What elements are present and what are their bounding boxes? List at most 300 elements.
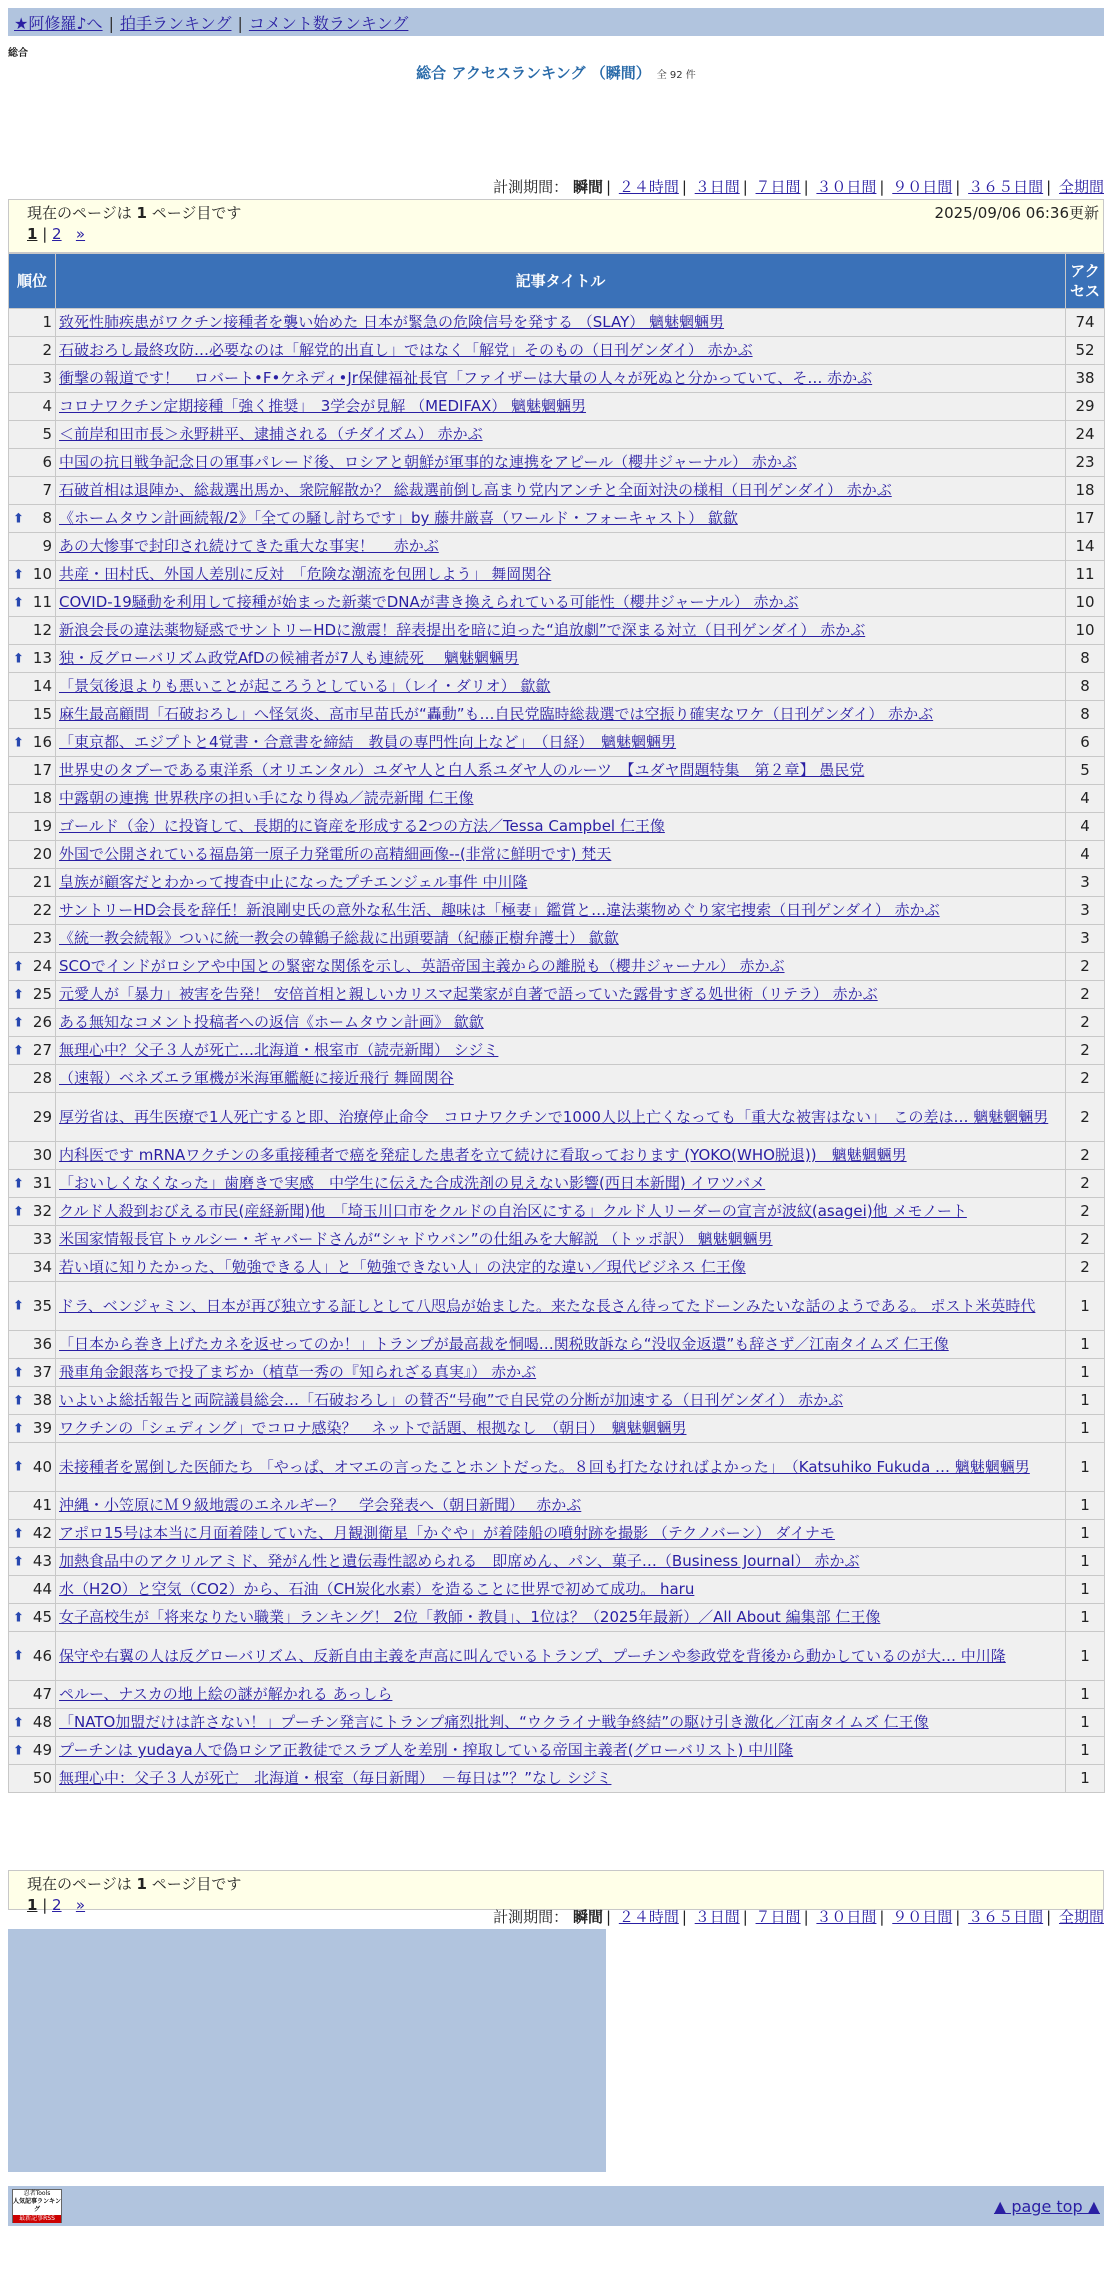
access-count: 10 (1066, 589, 1105, 617)
title-cell (56, 1737, 1066, 1765)
article-title-link[interactable]: 保守や右翼の人は反グローバリズム、反新自由主義を声高に叫んでいるトランプ、プーチンや参政党を背後から動かしているのが大… 中川隆 (59, 1646, 1006, 1665)
rank-cell (9, 561, 56, 589)
rank-number: 26 (32, 1013, 52, 1031)
rank-number: 17 (32, 761, 52, 779)
article-title-link[interactable]: 《統一教会続報》ついに統一教会の韓鶴子総裁に出頭要請（紀藤正樹弁護士） 歙歙 (59, 929, 619, 947)
access-count: 2 (1066, 1198, 1105, 1226)
table-row (9, 421, 1105, 449)
article-title-link[interactable]: 「景気後退よりも悪いことが起ころうとしている」（レイ・ダリオ） 歙歙 (59, 677, 551, 695)
table-row (9, 365, 1105, 393)
rank-number: 19 (32, 817, 52, 835)
logo-line-3: 最新記事RSS (13, 2215, 61, 2223)
rank-number: 15 (32, 705, 52, 723)
title-cell (56, 1415, 1066, 1443)
rank-cell (9, 421, 56, 449)
access-count: 14 (1066, 533, 1105, 561)
article-title-link[interactable]: 世界史のタブーである東洋系（オリエンタル）ユダヤ人と白人系ユダヤ人のルーツ 【ユダヤ問題特集 第２章】 愚民党 (59, 761, 865, 779)
title-cell (56, 589, 1066, 617)
rank-number: 8 (42, 509, 52, 527)
period-90d[interactable]: ９０日間 (892, 1908, 953, 1926)
period-365d[interactable]: ３６５日間 (968, 1908, 1044, 1926)
article-title-link[interactable]: ある無知なコメント投稿者への返信《ホームタウン計画》 歙歙 (59, 1013, 484, 1031)
title-cell (56, 1093, 1066, 1142)
rank-cell (9, 1226, 56, 1254)
title-cell (56, 1632, 1066, 1681)
rank-cell (9, 337, 56, 365)
rank-number: 32 (32, 1202, 52, 1220)
rank-up-arrow-icon: ⬆ (13, 1365, 24, 1380)
title-cell (56, 1009, 1066, 1037)
nav-link-comment-ranking[interactable]: コメント数ランキング (248, 14, 409, 33)
title-cell (56, 561, 1066, 589)
rank-cell (9, 1065, 56, 1093)
access-count: 5 (1066, 757, 1105, 785)
nav-separator: | (108, 14, 114, 33)
rank-number: 6 (42, 453, 52, 471)
table-row (9, 1492, 1105, 1520)
table-row (9, 1387, 1105, 1415)
rank-cell (9, 1037, 56, 1065)
article-title-link[interactable]: 若い頃に知りたかった、「勉強できる人」と「勉強できない人」の決定的な違い／現代ビジネス 仁王像 (59, 1258, 746, 1276)
period-24h[interactable]: ２４時間 (618, 1908, 679, 1926)
access-count: 4 (1066, 785, 1105, 813)
title-cell (56, 1443, 1066, 1492)
article-title-link[interactable]: 皇族が顧客だとわかって捜査中止になったプチエンジェル事件 中川隆 (59, 873, 528, 891)
article-title-link[interactable]: 衝撃の報道です！ ロバート•F•ケネディ•Jr保健福祉長官「ファイザーは大量の人々が死ぬと分かっていて、そ… 赤かぶ (59, 369, 873, 387)
title-cell (56, 1037, 1066, 1065)
title-cell (56, 1282, 1066, 1331)
title-cell (56, 1576, 1066, 1604)
rank-cell (9, 645, 56, 673)
page-2-link[interactable]: 2 (52, 225, 62, 243)
rank-number: 30 (32, 1146, 52, 1164)
rank-number: 18 (32, 789, 52, 807)
access-count: 1 (1066, 1765, 1105, 1793)
rank-number: 2 (42, 341, 52, 359)
access-count: 1 (1066, 1681, 1105, 1709)
table-row (9, 309, 1105, 337)
title-cell (56, 785, 1066, 813)
rank-cell (9, 309, 56, 337)
access-count: 1 (1066, 1492, 1105, 1520)
title-cell (56, 1359, 1066, 1387)
table-row (9, 1282, 1105, 1331)
rank-number: 43 (32, 1552, 52, 1570)
table-row (9, 1065, 1105, 1093)
access-count: 2 (1066, 981, 1105, 1009)
article-title-link[interactable]: 中国の抗日戦争記念日の軍事パレード後、ロシアと朝鮮が軍事的な連携をアピール（櫻井ジャーナル） 赤かぶ (59, 453, 797, 471)
access-count: 2 (1066, 1093, 1105, 1142)
rank-cell (9, 1009, 56, 1037)
table-row (9, 701, 1105, 729)
page-title-block (0, 62, 1112, 83)
rank-up-arrow-icon: ⬆ (13, 735, 24, 750)
table-row (9, 477, 1105, 505)
rank-number: 36 (32, 1335, 52, 1353)
rank-number: 29 (32, 1107, 52, 1126)
table-row (9, 813, 1105, 841)
rank-cell (9, 1709, 56, 1737)
rank-cell (9, 1576, 56, 1604)
current-page-text-pre: 現在のページは (27, 1875, 132, 1893)
rank-number: 10 (32, 565, 52, 583)
title-cell (56, 1198, 1066, 1226)
access-count: 1 (1066, 1604, 1105, 1632)
title-cell (56, 925, 1066, 953)
period-all[interactable]: 全期間 (1058, 178, 1104, 196)
article-title-link[interactable]: 「東京都、エジプトと4覚書・合意書を締結 教員の専門性向上など」 （日経） 魑魅魍魎男 (59, 733, 677, 751)
table-row (9, 1576, 1105, 1604)
access-count: 1 (1066, 1548, 1105, 1576)
title-cell (56, 477, 1066, 505)
table-row (9, 505, 1105, 533)
rank-cell (9, 1632, 56, 1681)
next-page-link[interactable]: » (75, 1896, 86, 1914)
article-title-link[interactable]: 中露朝の連携 世界秩序の担い手になり得ぬ／読売新聞 仁王像 (59, 789, 474, 807)
access-count: 1 (1066, 1576, 1105, 1604)
period-7d[interactable]: ７日間 (755, 1908, 801, 1926)
rank-up-arrow-icon: ⬆ (13, 595, 24, 610)
rank-cell (9, 1170, 56, 1198)
table-row (9, 1415, 1105, 1443)
rank-up-arrow-icon: ⬆ (13, 1715, 24, 1730)
table-row (9, 1632, 1105, 1681)
period-all[interactable]: 全期間 (1058, 1908, 1104, 1926)
rank-number: 14 (32, 677, 52, 695)
period-selector-top: 計測期間： 瞬間 | ２４時間 | ３日間 | ７日間 | ３０日間 | ９０日間 | ３６５日間 | 全期間 (493, 178, 1104, 196)
table-row (9, 981, 1105, 1009)
footer-bar (8, 2186, 1104, 2226)
col-header-title: 記事タイトル (56, 254, 1066, 309)
article-title-link[interactable]: 水（H2O）と空気（CO2）から、石油（CH炭化水素）を造ることに世界で初めて成功。 haru (59, 1580, 695, 1598)
rank-number: 7 (42, 481, 52, 499)
access-count: 1 (1066, 1331, 1105, 1359)
rank-number: 27 (32, 1041, 52, 1059)
access-count: 2 (1066, 953, 1105, 981)
rank-up-arrow-icon: ⬆ (13, 1043, 24, 1058)
access-count: 3 (1066, 869, 1105, 897)
rank-cell (9, 365, 56, 393)
rank-number: 1 (42, 313, 52, 331)
rank-cell (9, 1548, 56, 1576)
access-count: 2 (1066, 1226, 1105, 1254)
col-header-count: アクセス (1066, 254, 1105, 309)
access-count: 4 (1066, 841, 1105, 869)
article-title-link[interactable]: 石破おろし最終攻防…必要なのは「解党的出直し」ではなく「解党」そのもの（日刊ゲンダイ） 赤かぶ (59, 341, 753, 359)
ranking-table-body (9, 309, 1105, 1793)
table-row (9, 1765, 1105, 1793)
title-cell (56, 1226, 1066, 1254)
rank-cell (9, 1737, 56, 1765)
ranking-table (8, 253, 1105, 1793)
rank-up-arrow-icon: ⬆ (13, 1015, 24, 1030)
article-title-link[interactable]: 米国家情報長官トゥルシー・ギャバードさんが“シャドウバン”の仕組みを大解説 （トッポ訳） 魑魅魍魎男 (59, 1230, 773, 1248)
access-count: 1 (1066, 1632, 1105, 1681)
table-row (9, 729, 1105, 757)
article-title-link[interactable]: 石破首相は退陣か、総裁選出馬か、衆院解散か？ 総裁選前倒し高まり党内アンチと全面対決の様相（日刊ゲンダイ） 赤かぶ (59, 481, 892, 499)
access-count: 3 (1066, 925, 1105, 953)
table-row (9, 533, 1105, 561)
access-count: 1 (1066, 1520, 1105, 1548)
table-row (9, 1226, 1105, 1254)
rank-number: 22 (32, 901, 52, 919)
rank-up-arrow-icon: ⬆ (13, 1176, 24, 1191)
title-cell (56, 841, 1066, 869)
article-title-link[interactable]: 麻生最高顧問「石破おろし」へ怪気炎、高市早苗氏が“轟動”も…自民党臨時総裁選では空振り確実なワケ（日刊ゲンダイ） 赤かぶ (59, 705, 934, 723)
access-count: 1 (1066, 1415, 1105, 1443)
title-cell (56, 897, 1066, 925)
rank-cell (9, 897, 56, 925)
article-title-link[interactable]: いよいよ総括報告と両院議員総会…「石破おろし」の賛否“号砲”で自民党の分断が加速する（日刊ゲンダイ） 赤かぶ (59, 1391, 844, 1409)
rank-number: 31 (32, 1174, 52, 1192)
title-cell (56, 729, 1066, 757)
rank-up-arrow-icon: ⬆ (13, 1526, 24, 1541)
table-row (9, 1604, 1105, 1632)
rank-number: 13 (32, 649, 52, 667)
table-row (9, 869, 1105, 897)
rank-cell (9, 953, 56, 981)
article-title-link[interactable]: アポロ15号は本当に月面着陸していた、月観測衛星「かぐや」が着陸船の噴射跡を撮影 （テクノバーン） ダイナモ (59, 1524, 835, 1542)
rank-number: 49 (32, 1741, 52, 1759)
rank-number: 39 (32, 1419, 52, 1437)
rank-cell (9, 1198, 56, 1226)
table-row (9, 561, 1105, 589)
table-row (9, 1254, 1105, 1282)
article-title-link[interactable]: ＜前岸和田市長＞永野耕平、逮捕される（チダイズム） 赤かぶ (59, 425, 483, 443)
rank-up-arrow-icon: ⬆ (13, 1648, 24, 1664)
article-title-link[interactable]: クルド人殺到おびえる市民(産経新聞)他 「埼玉川口市をクルドの自治区にする」クルド人リーダーの宣言が波紋(asagei)他 メモノート (59, 1202, 967, 1220)
rank-up-arrow-icon: ⬆ (13, 567, 24, 582)
rank-cell (9, 785, 56, 813)
article-title-link[interactable]: プーチンは yudaya人で偽ロシア正教徒でスラブ人を差別・搾取している帝国主義者(グローバリスト) 中川隆 (59, 1741, 794, 1759)
rank-number: 50 (32, 1769, 52, 1787)
rank-number: 20 (32, 845, 52, 863)
period-current: 瞬間 (572, 1908, 603, 1926)
access-count: 2 (1066, 1170, 1105, 1198)
title-cell (56, 1604, 1066, 1632)
table-row (9, 1142, 1105, 1170)
access-count: 2 (1066, 1009, 1105, 1037)
period-30d[interactable]: ３０日間 (816, 178, 877, 196)
access-count: 38 (1066, 365, 1105, 393)
access-count: 2 (1066, 1065, 1105, 1093)
rank-cell (9, 1387, 56, 1415)
rank-up-arrow-icon: ⬆ (13, 1743, 24, 1758)
rank-cell (9, 589, 56, 617)
rank-up-arrow-icon: ⬆ (13, 1204, 24, 1219)
rank-number: 11 (32, 593, 52, 611)
article-title-link[interactable]: 「おいしくなくなった」歯磨きで実感 中学生に伝えた合成洗剤の見えない影響(西日本新聞) イワツバメ (59, 1174, 766, 1192)
current-page-number: 1 (136, 204, 147, 222)
rank-up-arrow-icon: ⬆ (13, 959, 24, 974)
pagination-top: 現在のページは 1 ページ目です 2025/09/06 06:36更新 1 | 2 » (8, 199, 1104, 253)
article-title-link[interactable]: 飛車角金銀落ちで投了まぢか（植草一秀の『知られざる真実』） 赤かぶ (59, 1363, 537, 1381)
ninja-tools-logo[interactable] (12, 2189, 62, 2223)
table-row (9, 757, 1105, 785)
page-1-current: 1 (27, 225, 38, 243)
page-top-link[interactable]: ▲ page top ▲ (993, 2197, 1100, 2216)
access-count: 52 (1066, 337, 1105, 365)
table-row (9, 449, 1105, 477)
article-title-link[interactable]: 内科医です mRNAワクチンの多重接種者で癌を発症した患者を立て続けに看取っております (YOKO(WHO脱退)) 魑魅魍魎男 (59, 1146, 907, 1164)
access-count: 1 (1066, 1737, 1105, 1765)
rank-number: 3 (42, 369, 52, 387)
title-cell (56, 1387, 1066, 1415)
article-title-link[interactable]: 致死性肺疾患がワクチン接種者を襲い始めた 日本が緊急の危険信号を発する （SLAY） 魑魅魍魎男 (59, 313, 725, 331)
rank-up-arrow-icon: ⬆ (13, 511, 24, 526)
access-count: 74 (1066, 309, 1105, 337)
page-title: 総合 アクセスランキング （瞬間） (416, 64, 651, 82)
article-title-link[interactable]: 無理心中？父子３人が死亡…北海道・根室市（読売新聞） シジミ (59, 1041, 499, 1059)
rank-number: 25 (32, 985, 52, 1003)
access-count: 23 (1066, 449, 1105, 477)
access-count: 8 (1066, 645, 1105, 673)
rank-cell (9, 925, 56, 953)
table-row (9, 337, 1105, 365)
rank-number: 34 (32, 1258, 52, 1276)
article-title-link[interactable]: 厚労省は、再生医療で1人死亡すると即、治療停止命令 コロナワクチンで1000人以上亡くなっても「重大な被害はない」 この差は… 魑魅魍魎男 (59, 1107, 1049, 1126)
ad-placeholder (8, 1929, 606, 2172)
article-title-link[interactable]: 元愛人が「暴力」被害を告発！ 安倍首相と親しいカリスマ起業家が自著で語っていた露骨すぎる処世術（リテラ） 赤かぶ (59, 985, 878, 1003)
rank-cell (9, 449, 56, 477)
article-title-link[interactable]: ドラ、ベンジャミン、日本が再び独立する証しとして八咫烏が始ました。来たな長さん待ってたドーンみたいな話のようである。 ポスト米英時代 (59, 1296, 1036, 1315)
article-title-link[interactable]: 無理心中：父子３人が死亡 北海道・根室（毎日新聞） －毎日は”？”なし シジミ (59, 1769, 612, 1787)
rank-cell (9, 1681, 56, 1709)
rank-cell (9, 1142, 56, 1170)
rank-number: 45 (32, 1608, 52, 1626)
logo-line-1: 忍者Tools (23, 2190, 51, 2197)
access-count: 11 (1066, 561, 1105, 589)
title-cell (56, 1331, 1066, 1359)
updated-timestamp: 2025/09/06 06:36更新 (934, 204, 1099, 222)
article-title-link[interactable]: 未接種者を罵倒した医師たち 「やっぱ、オマエの言ったことホントだった。８回も打たなければよかった」 （Katsuhiko Fukuda … 魑魅魍魎男 (59, 1457, 1030, 1476)
current-page-text-pre: 現在のページは (27, 204, 132, 222)
nav-link-applause-ranking[interactable]: 拍手ランキング (119, 14, 232, 33)
title-cell (56, 1520, 1066, 1548)
rank-cell (9, 1765, 56, 1793)
access-count: 29 (1066, 393, 1105, 421)
rank-up-arrow-icon: ⬆ (13, 1459, 24, 1475)
table-row (9, 1709, 1105, 1737)
title-cell (56, 533, 1066, 561)
article-title-link[interactable]: 外国で公開されている福島第一原子力発電所の高精細画像--(非常に鮮明です) 梵天 (59, 845, 612, 863)
rank-number: 5 (42, 425, 52, 443)
period-365d[interactable]: ３６５日間 (968, 178, 1044, 196)
nav-link-ashura[interactable]: ★阿修羅♪へ (14, 14, 103, 33)
top-navigation (8, 8, 1104, 36)
article-title-link[interactable]: ペルー、ナスカの地上絵の謎が解かれる あっしら (59, 1685, 393, 1703)
access-count: 1 (1066, 1443, 1105, 1492)
article-title-link[interactable]: 「NATO加盟だけは許さない！」プーチン発言にトランプ痛烈批判、“ウクライナ戦争終結”の駆け引き激化／江南タイムズ 仁王像 (59, 1713, 929, 1731)
rank-number: 33 (32, 1230, 52, 1248)
page-2-link[interactable]: 2 (52, 1896, 62, 1914)
period-30d[interactable]: ３０日間 (816, 1908, 877, 1926)
rank-number: 41 (32, 1496, 52, 1514)
rank-cell (9, 1254, 56, 1282)
article-title-link[interactable]: SCOでインドがロシアや中国との緊密な関係を示し、英語帝国主義からの離脱も（櫻井ジャーナル） 赤かぶ (59, 957, 785, 975)
rank-number: 35 (32, 1296, 52, 1315)
rank-cell (9, 1443, 56, 1492)
title-cell (56, 1254, 1066, 1282)
rank-cell (9, 1604, 56, 1632)
table-row (9, 1681, 1105, 1709)
table-row (9, 617, 1105, 645)
logo-line-2: 人気記事ランキング (13, 2198, 61, 2213)
current-page-text-post: ページ目です (151, 1875, 242, 1893)
period-7d[interactable]: ７日間 (755, 178, 801, 196)
article-title-link[interactable]: ゴールド（金）に投資して、長期的に資産を形成する2つの方法／Tessa Campbel 仁王像 (59, 817, 665, 835)
access-count: 2 (1066, 1037, 1105, 1065)
article-title-link[interactable]: 新浪会長の違法薬物疑惑でサントリーHDに激震！辞表提出を暗に迫った“追放劇”で深まる対立（日刊ゲンダイ） 赤かぶ (59, 621, 866, 639)
rank-up-arrow-icon: ⬆ (13, 1298, 24, 1314)
article-title-link[interactable]: 独・反グローバリズム政党AfDの候補者が7人も連続死 魑魅魍魎男 (59, 649, 519, 667)
rank-number: 21 (32, 873, 52, 891)
title-cell (56, 869, 1066, 897)
current-page-number: 1 (136, 1875, 147, 1893)
rank-cell (9, 841, 56, 869)
period-90d[interactable]: ９０日間 (892, 178, 953, 196)
period-3d[interactable]: ３日間 (694, 178, 740, 196)
title-cell (56, 365, 1066, 393)
table-row (9, 1443, 1105, 1492)
title-cell (56, 617, 1066, 645)
rank-cell (9, 505, 56, 533)
period-label: 計測期間： (493, 178, 569, 196)
title-cell (56, 1765, 1066, 1793)
table-row (9, 645, 1105, 673)
period-3d[interactable]: ３日間 (694, 1908, 740, 1926)
access-count: 24 (1066, 421, 1105, 449)
next-page-link[interactable]: » (75, 225, 86, 243)
article-title-link[interactable]: 《ホームタウン計画続報/2》「全ての騒し討ちです」by 藤井厳喜（ワールド・フォーキャスト） 歙歙 (59, 509, 738, 527)
table-row (9, 1737, 1105, 1765)
article-title-link[interactable]: 女子高校生が「将来なりたい職業」ランキング！ 2位「教師・教員」、1位は？（2025年最新）／All About 編集部 仁王像 (59, 1608, 881, 1626)
title-cell (56, 813, 1066, 841)
article-title-link[interactable]: ワクチンの「シェディング」でコロナ感染？ ネットで話題、根拠なし （朝日） 魑魅魍魎男 (59, 1419, 687, 1437)
access-count: 1 (1066, 1709, 1105, 1737)
access-count: 3 (1066, 897, 1105, 925)
rank-number: 4 (42, 397, 52, 415)
access-count: 2 (1066, 1142, 1105, 1170)
table-row (9, 841, 1105, 869)
article-title-link[interactable]: 「日本から巻き上げたカネを返せってのか！」トランプが最高裁を恫喝…関税敗訴なら“没収金返還”も辞さず／江南タイムズ 仁王像 (59, 1335, 949, 1353)
table-row (9, 673, 1105, 701)
rank-up-arrow-icon: ⬆ (13, 1554, 24, 1569)
article-title-link[interactable]: 共産・田村氏、外国人差別に反対 「危険な潮流を包囲しよう」 舞岡関谷 (59, 565, 552, 583)
period-24h[interactable]: ２４時間 (618, 178, 679, 196)
rank-number: 23 (32, 929, 52, 947)
rank-cell (9, 1520, 56, 1548)
table-row (9, 897, 1105, 925)
title-cell (56, 309, 1066, 337)
title-cell (56, 1492, 1066, 1520)
rank-cell (9, 813, 56, 841)
rank-cell (9, 757, 56, 785)
article-title-link[interactable]: （速報）ベネズエラ軍機が米海軍艦艇に接近飛行 舞岡関谷 (59, 1069, 454, 1087)
article-title-link[interactable]: あの大惨事で封印され続けてきた重大な事実！ 赤かぶ (59, 537, 439, 555)
article-title-link[interactable]: コロナワクチン定期接種「強く推奨」 3学会が見解 （MEDIFAX） 魑魅魍魎男 (59, 397, 587, 415)
access-count: 1 (1066, 1282, 1105, 1331)
rank-cell (9, 701, 56, 729)
article-title-link[interactable]: 沖縄・小笠原にＭ９級地震のエネルギー？ 学会発表へ（朝日新聞） 赤かぶ (59, 1496, 582, 1514)
article-title-link[interactable]: サントリーHD会長を辞任！新浪剛史氏の意外な私生活、趣味は「極妻」鑑賞と…違法薬物めぐり家宅捜索（日刊ゲンダイ） 赤かぶ (59, 901, 940, 919)
rank-number: 38 (32, 1391, 52, 1409)
table-row (9, 1548, 1105, 1576)
title-cell (56, 1142, 1066, 1170)
article-title-link[interactable]: COVID-19騒動を利用して接種が始まった新薬でDNAが書き換えられている可能性（櫻井ジャーナル） 赤かぶ (59, 593, 799, 611)
access-count: 6 (1066, 729, 1105, 757)
article-title-link[interactable]: 加熱食品中のアクリルアミド、発がん性と遺伝毒性認められる 即席めん、パン、菓子…（Business Journal） 赤かぶ (59, 1552, 860, 1570)
